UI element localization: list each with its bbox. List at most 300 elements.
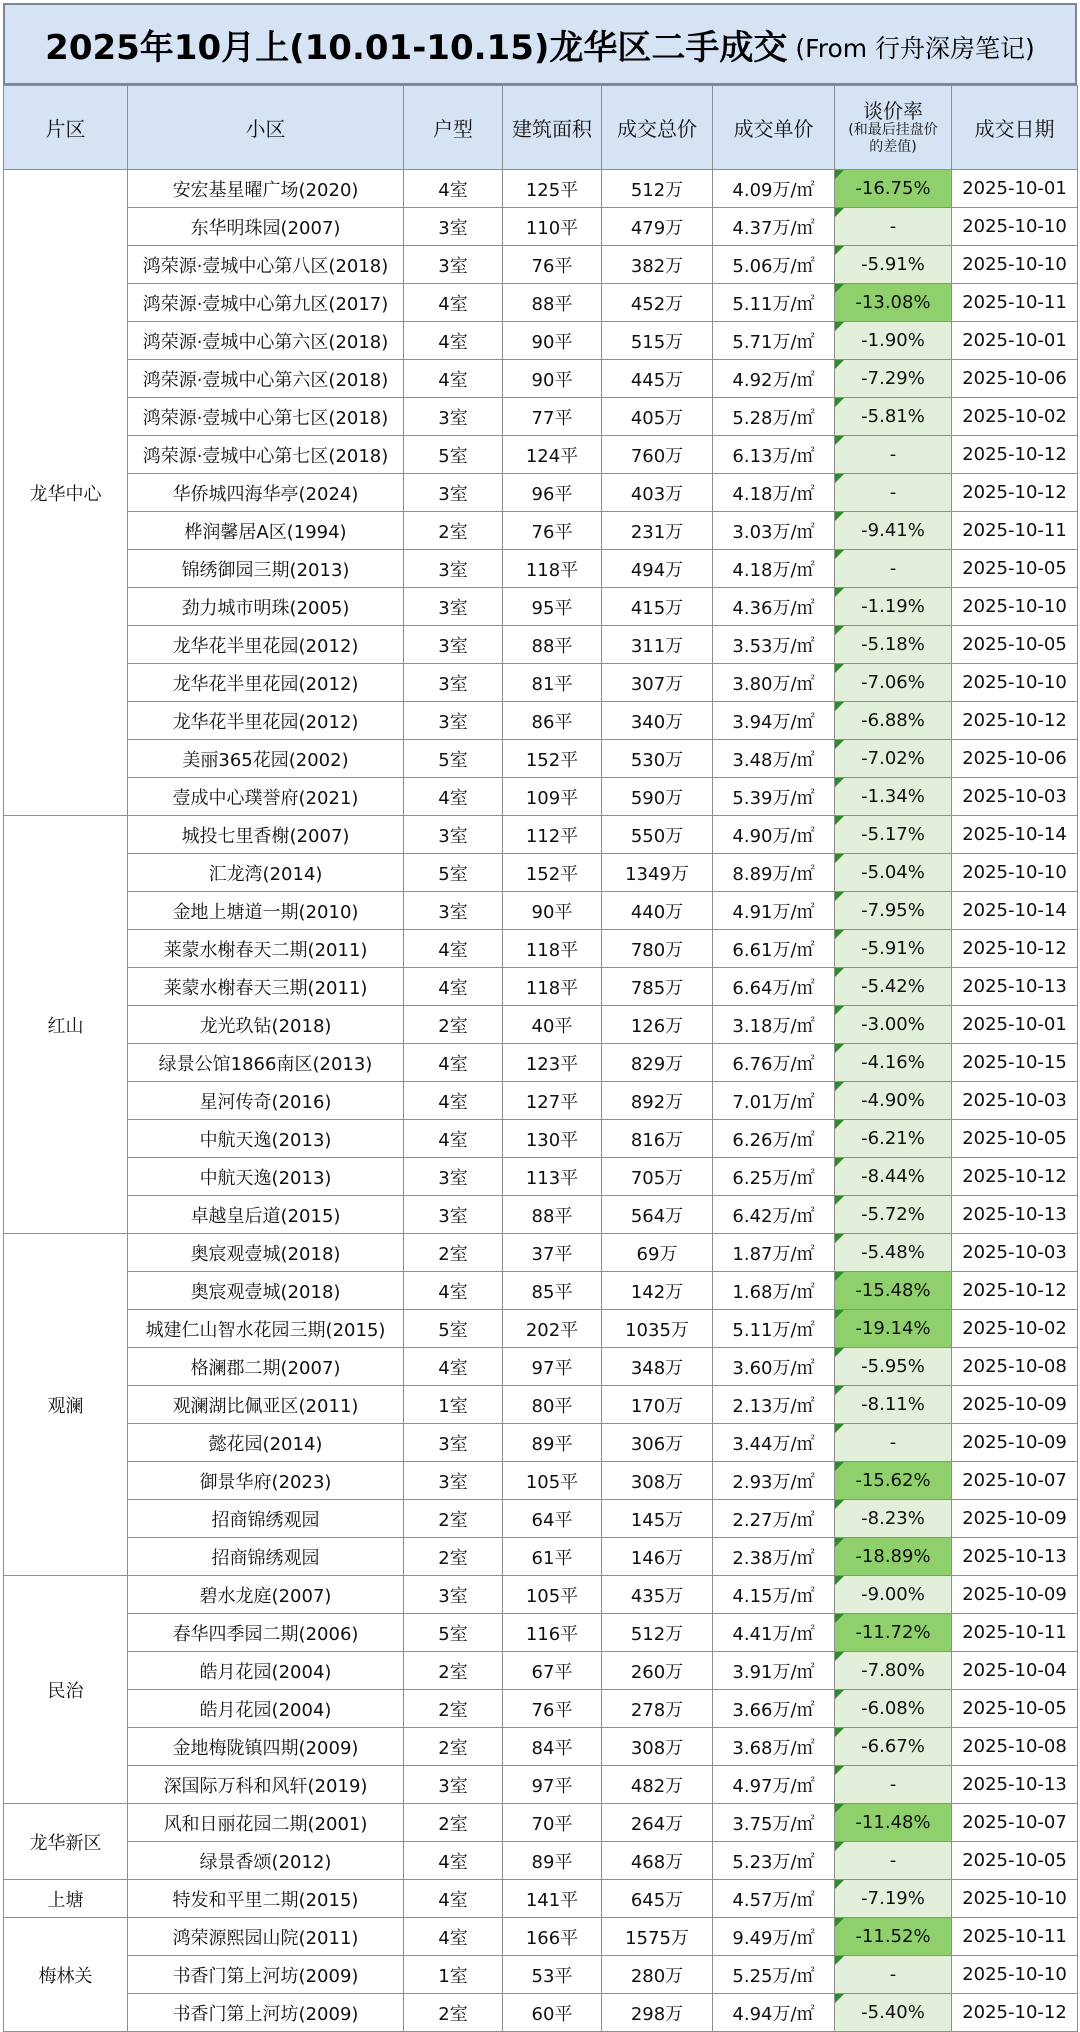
date-cell: 2025-10-11 bbox=[952, 1918, 1078, 1956]
layout-cell: 3室 bbox=[404, 1462, 503, 1500]
total-price-cell: 278万 bbox=[602, 1690, 713, 1728]
district-cell: 红山 bbox=[4, 816, 128, 1234]
table-row bbox=[4, 360, 1078, 398]
unit-price-cell: 1.87万/㎡ bbox=[713, 1234, 835, 1272]
discount-cell bbox=[835, 474, 952, 512]
area-cell: 85平 bbox=[503, 1272, 602, 1310]
discount-cell bbox=[835, 1424, 952, 1462]
total-price-cell: 590万 bbox=[602, 778, 713, 816]
comment-marker-icon bbox=[835, 1538, 844, 1547]
area-cell: 109平 bbox=[503, 778, 602, 816]
district-cell: 观澜 bbox=[4, 1234, 128, 1576]
unit-price-cell: 3.80万/㎡ bbox=[713, 664, 835, 702]
community-cell: 华侨城四海华亭(2024) bbox=[128, 474, 404, 512]
page-title: 2025年10月上(10.01-10.15)龙华区二手成交 bbox=[45, 27, 788, 68]
area-cell: 88平 bbox=[503, 284, 602, 322]
discount-cell bbox=[835, 930, 952, 968]
discount-value: -13.08% bbox=[855, 292, 931, 313]
total-price-cell: 260万 bbox=[602, 1652, 713, 1690]
comment-marker-icon bbox=[835, 1006, 844, 1015]
header-discount bbox=[835, 86, 952, 170]
area-cell: 118平 bbox=[503, 550, 602, 588]
total-price-cell: 264万 bbox=[602, 1804, 713, 1842]
discount-value: -7.06% bbox=[861, 672, 925, 693]
unit-price-cell: 3.60万/㎡ bbox=[713, 1348, 835, 1386]
area-cell: 125平 bbox=[503, 170, 602, 208]
discount-cell bbox=[835, 1956, 952, 1994]
community-cell: 观澜湖比佩亚区(2011) bbox=[128, 1386, 404, 1424]
comment-marker-icon bbox=[835, 1082, 844, 1091]
discount-cell bbox=[835, 740, 952, 778]
area-cell: 118平 bbox=[503, 968, 602, 1006]
total-price-cell: 142万 bbox=[602, 1272, 713, 1310]
comment-marker-icon bbox=[835, 1728, 844, 1737]
comment-marker-icon bbox=[835, 1462, 844, 1471]
discount-value: - bbox=[889, 558, 897, 579]
total-price-cell: 405万 bbox=[602, 398, 713, 436]
community-cell: 风和日丽花园二期(2001) bbox=[128, 1804, 404, 1842]
area-cell: 76平 bbox=[503, 246, 602, 284]
layout-cell: 4室 bbox=[404, 778, 503, 816]
table-row bbox=[4, 1842, 1078, 1880]
comment-marker-icon bbox=[835, 968, 844, 977]
date-cell: 2025-10-10 bbox=[952, 1880, 1078, 1918]
discount-value: -6.67% bbox=[861, 1736, 925, 1757]
total-price-cell: 645万 bbox=[602, 1880, 713, 1918]
layout-cell: 4室 bbox=[404, 930, 503, 968]
comment-marker-icon bbox=[835, 1614, 844, 1623]
layout-cell: 3室 bbox=[404, 664, 503, 702]
community-cell: 春华四季园二期(2006) bbox=[128, 1614, 404, 1652]
date-cell: 2025-10-04 bbox=[952, 1652, 1078, 1690]
community-cell: 鸿荣源熙园山院(2011) bbox=[128, 1918, 404, 1956]
header-discount-note1: (和最后挂盘价 bbox=[848, 121, 938, 138]
discount-value: -6.21% bbox=[861, 1128, 925, 1149]
discount-value: -5.95% bbox=[861, 1356, 925, 1377]
table-row bbox=[4, 702, 1078, 740]
unit-price-cell: 2.38万/㎡ bbox=[713, 1538, 835, 1576]
comment-marker-icon bbox=[835, 170, 844, 179]
community-cell: 深国际万科和风轩(2019) bbox=[128, 1766, 404, 1804]
date-cell: 2025-10-09 bbox=[952, 1500, 1078, 1538]
discount-value: - bbox=[889, 482, 897, 503]
table-row bbox=[4, 1500, 1078, 1538]
comment-marker-icon bbox=[835, 1424, 844, 1433]
discount-cell bbox=[835, 778, 952, 816]
table-row bbox=[4, 1918, 1078, 1956]
community-cell: 桦润馨居A区(1994) bbox=[128, 512, 404, 550]
total-price-cell: 311万 bbox=[602, 626, 713, 664]
comment-marker-icon bbox=[835, 1196, 844, 1205]
district-cell: 上塘 bbox=[4, 1880, 128, 1918]
layout-cell: 2室 bbox=[404, 1994, 503, 2032]
table-row bbox=[4, 1690, 1078, 1728]
discount-value: -3.00% bbox=[861, 1014, 925, 1035]
table-row bbox=[4, 474, 1078, 512]
discount-value: -9.00% bbox=[861, 1584, 925, 1605]
area-cell: 60平 bbox=[503, 1994, 602, 2032]
total-price-cell: 780万 bbox=[602, 930, 713, 968]
community-cell: 绿景香颂(2012) bbox=[128, 1842, 404, 1880]
total-price-cell: 440万 bbox=[602, 892, 713, 930]
date-cell: 2025-10-14 bbox=[952, 892, 1078, 930]
layout-cell: 2室 bbox=[404, 512, 503, 550]
date-cell: 2025-10-05 bbox=[952, 626, 1078, 664]
area-cell: 61平 bbox=[503, 1538, 602, 1576]
date-cell: 2025-10-13 bbox=[952, 1196, 1078, 1234]
discount-cell bbox=[835, 322, 952, 360]
discount-value: -5.17% bbox=[861, 824, 925, 845]
date-cell: 2025-10-02 bbox=[952, 1310, 1078, 1348]
community-cell: 书香门第上河坊(2009) bbox=[128, 1956, 404, 1994]
unit-price-cell: 8.89万/㎡ bbox=[713, 854, 835, 892]
date-cell: 2025-10-08 bbox=[952, 1348, 1078, 1386]
unit-price-cell: 4.91万/㎡ bbox=[713, 892, 835, 930]
comment-marker-icon bbox=[835, 1956, 844, 1965]
discount-value: -9.41% bbox=[861, 520, 925, 541]
layout-cell: 4室 bbox=[404, 1044, 503, 1082]
discount-value: -18.89% bbox=[855, 1546, 931, 1567]
total-price-cell: 515万 bbox=[602, 322, 713, 360]
unit-price-cell: 2.93万/㎡ bbox=[713, 1462, 835, 1500]
community-cell: 莱蒙水榭春天三期(2011) bbox=[128, 968, 404, 1006]
unit-price-cell: 5.25万/㎡ bbox=[713, 1956, 835, 1994]
area-cell: 86平 bbox=[503, 702, 602, 740]
table-row bbox=[4, 1120, 1078, 1158]
date-cell: 2025-10-13 bbox=[952, 1766, 1078, 1804]
community-cell: 懿花园(2014) bbox=[128, 1424, 404, 1462]
area-cell: 70平 bbox=[503, 1804, 602, 1842]
area-cell: 89平 bbox=[503, 1424, 602, 1462]
comment-marker-icon bbox=[835, 1386, 844, 1395]
date-cell: 2025-10-07 bbox=[952, 1804, 1078, 1842]
layout-cell: 3室 bbox=[404, 1196, 503, 1234]
total-price-cell: 308万 bbox=[602, 1728, 713, 1766]
area-cell: 95平 bbox=[503, 588, 602, 626]
area-cell: 40平 bbox=[503, 1006, 602, 1044]
area-cell: 89平 bbox=[503, 1842, 602, 1880]
header-district: 片区 bbox=[4, 86, 128, 170]
total-price-cell: 892万 bbox=[602, 1082, 713, 1120]
discount-value: -5.42% bbox=[861, 976, 925, 997]
discount-cell bbox=[835, 1728, 952, 1766]
comment-marker-icon bbox=[835, 208, 844, 217]
total-price-cell: 280万 bbox=[602, 1956, 713, 1994]
discount-value: -8.11% bbox=[861, 1394, 925, 1415]
comment-marker-icon bbox=[835, 1690, 844, 1699]
unit-price-cell: 4.36万/㎡ bbox=[713, 588, 835, 626]
unit-price-cell: 5.28万/㎡ bbox=[713, 398, 835, 436]
table-row bbox=[4, 854, 1078, 892]
total-price-cell: 298万 bbox=[602, 1994, 713, 2032]
community-cell: 招商锦绣观园 bbox=[128, 1500, 404, 1538]
comment-marker-icon bbox=[835, 246, 844, 255]
table-row bbox=[4, 1082, 1078, 1120]
page-subtitle: (From 行舟深房笔记) bbox=[795, 34, 1035, 63]
comment-marker-icon bbox=[835, 1348, 844, 1357]
layout-cell: 5室 bbox=[404, 436, 503, 474]
community-cell: 鸿荣源·壹城中心第七区(2018) bbox=[128, 398, 404, 436]
unit-price-cell: 2.13万/㎡ bbox=[713, 1386, 835, 1424]
discount-cell bbox=[835, 398, 952, 436]
area-cell: 88平 bbox=[503, 1196, 602, 1234]
area-cell: 127平 bbox=[503, 1082, 602, 1120]
community-cell: 汇龙湾(2014) bbox=[128, 854, 404, 892]
date-cell: 2025-10-12 bbox=[952, 1994, 1078, 2032]
layout-cell: 3室 bbox=[404, 208, 503, 246]
unit-price-cell: 3.18万/㎡ bbox=[713, 1006, 835, 1044]
total-price-cell: 348万 bbox=[602, 1348, 713, 1386]
unit-price-cell: 2.27万/㎡ bbox=[713, 1500, 835, 1538]
comment-marker-icon bbox=[835, 322, 844, 331]
unit-price-cell: 6.13万/㎡ bbox=[713, 436, 835, 474]
title-bar bbox=[3, 3, 1077, 85]
total-price-cell: 340万 bbox=[602, 702, 713, 740]
discount-value: -8.44% bbox=[861, 1166, 925, 1187]
comment-marker-icon bbox=[835, 1766, 844, 1775]
discount-value: -6.88% bbox=[861, 710, 925, 731]
comment-marker-icon bbox=[835, 892, 844, 901]
date-cell: 2025-10-12 bbox=[952, 702, 1078, 740]
layout-cell: 4室 bbox=[404, 322, 503, 360]
total-price-cell: 452万 bbox=[602, 284, 713, 322]
comment-marker-icon bbox=[835, 664, 844, 673]
area-cell: 53平 bbox=[503, 1956, 602, 1994]
layout-cell: 4室 bbox=[404, 1120, 503, 1158]
comment-marker-icon bbox=[835, 1158, 844, 1167]
area-cell: 90平 bbox=[503, 892, 602, 930]
total-price-cell: 705万 bbox=[602, 1158, 713, 1196]
date-cell: 2025-10-15 bbox=[952, 1044, 1078, 1082]
layout-cell: 5室 bbox=[404, 854, 503, 892]
discount-value: -5.48% bbox=[861, 1242, 925, 1263]
discount-value: -11.52% bbox=[855, 1926, 931, 1947]
layout-cell: 4室 bbox=[404, 1918, 503, 1956]
date-cell: 2025-10-02 bbox=[952, 398, 1078, 436]
layout-cell: 3室 bbox=[404, 1424, 503, 1462]
discount-value: -7.95% bbox=[861, 900, 925, 921]
total-price-cell: 482万 bbox=[602, 1766, 713, 1804]
layout-cell: 4室 bbox=[404, 1880, 503, 1918]
table-row bbox=[4, 1538, 1078, 1576]
date-cell: 2025-10-11 bbox=[952, 1614, 1078, 1652]
area-cell: 123平 bbox=[503, 1044, 602, 1082]
area-cell: 116平 bbox=[503, 1614, 602, 1652]
discount-cell bbox=[835, 588, 952, 626]
discount-cell bbox=[835, 1538, 952, 1576]
community-cell: 特发和平里二期(2015) bbox=[128, 1880, 404, 1918]
date-cell: 2025-10-01 bbox=[952, 1006, 1078, 1044]
layout-cell: 3室 bbox=[404, 1766, 503, 1804]
comment-marker-icon bbox=[835, 1880, 844, 1889]
comment-marker-icon bbox=[835, 854, 844, 863]
layout-cell: 5室 bbox=[404, 1614, 503, 1652]
date-cell: 2025-10-11 bbox=[952, 512, 1078, 550]
total-price-cell: 382万 bbox=[602, 246, 713, 284]
date-cell: 2025-10-12 bbox=[952, 436, 1078, 474]
total-price-cell: 308万 bbox=[602, 1462, 713, 1500]
date-cell: 2025-10-05 bbox=[952, 550, 1078, 588]
area-cell: 81平 bbox=[503, 664, 602, 702]
area-cell: 202平 bbox=[503, 1310, 602, 1348]
district-cell: 民治 bbox=[4, 1576, 128, 1804]
discount-value: -5.72% bbox=[861, 1204, 925, 1225]
comment-marker-icon bbox=[835, 702, 844, 711]
unit-price-cell: 6.64万/㎡ bbox=[713, 968, 835, 1006]
layout-cell: 4室 bbox=[404, 968, 503, 1006]
total-price-cell: 1349万 bbox=[602, 854, 713, 892]
area-cell: 141平 bbox=[503, 1880, 602, 1918]
unit-price-cell: 1.68万/㎡ bbox=[713, 1272, 835, 1310]
discount-value: -15.48% bbox=[855, 1280, 931, 1301]
community-cell: 皓月花园(2004) bbox=[128, 1652, 404, 1690]
unit-price-cell: 4.15万/㎡ bbox=[713, 1576, 835, 1614]
header-unit: 成交单价 bbox=[713, 86, 835, 170]
area-cell: 37平 bbox=[503, 1234, 602, 1272]
date-cell: 2025-10-05 bbox=[952, 1120, 1078, 1158]
discount-cell bbox=[835, 1044, 952, 1082]
total-price-cell: 126万 bbox=[602, 1006, 713, 1044]
table-row bbox=[4, 208, 1078, 246]
date-cell: 2025-10-10 bbox=[952, 588, 1078, 626]
date-cell: 2025-10-13 bbox=[952, 968, 1078, 1006]
table-row bbox=[4, 246, 1078, 284]
unit-price-cell: 7.01万/㎡ bbox=[713, 1082, 835, 1120]
area-cell: 64平 bbox=[503, 1500, 602, 1538]
discount-value: -1.19% bbox=[861, 596, 925, 617]
unit-price-cell: 5.71万/㎡ bbox=[713, 322, 835, 360]
unit-price-cell: 6.26万/㎡ bbox=[713, 1120, 835, 1158]
unit-price-cell: 3.91万/㎡ bbox=[713, 1652, 835, 1690]
table-row bbox=[4, 1158, 1078, 1196]
community-cell: 莱蒙水榭春天二期(2011) bbox=[128, 930, 404, 968]
area-cell: 76平 bbox=[503, 512, 602, 550]
unit-price-cell: 3.44万/㎡ bbox=[713, 1424, 835, 1462]
total-price-cell: 1575万 bbox=[602, 1918, 713, 1956]
date-cell: 2025-10-05 bbox=[952, 1842, 1078, 1880]
table-row bbox=[4, 550, 1078, 588]
unit-price-cell: 3.48万/㎡ bbox=[713, 740, 835, 778]
layout-cell: 2室 bbox=[404, 1728, 503, 1766]
table-row bbox=[4, 284, 1078, 322]
table-row bbox=[4, 664, 1078, 702]
discount-value: -16.75% bbox=[855, 178, 931, 199]
community-cell: 奥宸观壹城(2018) bbox=[128, 1234, 404, 1272]
discount-value: - bbox=[889, 1964, 897, 1985]
area-cell: 97平 bbox=[503, 1348, 602, 1386]
comment-marker-icon bbox=[835, 1310, 844, 1319]
table-row bbox=[4, 892, 1078, 930]
date-cell: 2025-10-10 bbox=[952, 208, 1078, 246]
date-cell: 2025-10-10 bbox=[952, 854, 1078, 892]
discount-value: - bbox=[889, 444, 897, 465]
date-cell: 2025-10-12 bbox=[952, 474, 1078, 512]
table-row bbox=[4, 1386, 1078, 1424]
date-cell: 2025-10-12 bbox=[952, 1272, 1078, 1310]
discount-value: -5.04% bbox=[861, 862, 925, 883]
discount-cell bbox=[835, 246, 952, 284]
discount-value: -5.18% bbox=[861, 634, 925, 655]
area-cell: 124平 bbox=[503, 436, 602, 474]
table-row bbox=[4, 1272, 1078, 1310]
total-price-cell: 550万 bbox=[602, 816, 713, 854]
discount-cell bbox=[835, 1120, 952, 1158]
layout-cell: 3室 bbox=[404, 398, 503, 436]
table-row bbox=[4, 1766, 1078, 1804]
discount-cell bbox=[835, 1804, 952, 1842]
total-price-cell: 403万 bbox=[602, 474, 713, 512]
community-cell: 安宏基星曜广场(2020) bbox=[128, 170, 404, 208]
unit-price-cell: 4.97万/㎡ bbox=[713, 1766, 835, 1804]
table-row bbox=[4, 588, 1078, 626]
date-cell: 2025-10-10 bbox=[952, 246, 1078, 284]
layout-cell: 4室 bbox=[404, 1348, 503, 1386]
date-cell: 2025-10-05 bbox=[952, 1690, 1078, 1728]
layout-cell: 3室 bbox=[404, 816, 503, 854]
comment-marker-icon bbox=[835, 1234, 844, 1243]
layout-cell: 4室 bbox=[404, 1272, 503, 1310]
transaction-table bbox=[3, 85, 1078, 2032]
community-cell: 龙华花半里花园(2012) bbox=[128, 626, 404, 664]
comment-marker-icon bbox=[835, 1918, 844, 1927]
area-cell: 67平 bbox=[503, 1652, 602, 1690]
date-cell: 2025-10-06 bbox=[952, 740, 1078, 778]
layout-cell: 3室 bbox=[404, 626, 503, 664]
area-cell: 84平 bbox=[503, 1728, 602, 1766]
total-price-cell: 468万 bbox=[602, 1842, 713, 1880]
community-cell: 劲力城市明珠(2005) bbox=[128, 588, 404, 626]
date-cell: 2025-10-03 bbox=[952, 1234, 1078, 1272]
date-cell: 2025-10-03 bbox=[952, 778, 1078, 816]
discount-cell bbox=[835, 512, 952, 550]
area-cell: 152平 bbox=[503, 740, 602, 778]
layout-cell: 5室 bbox=[404, 1310, 503, 1348]
community-cell: 星河传奇(2016) bbox=[128, 1082, 404, 1120]
layout-cell: 2室 bbox=[404, 1804, 503, 1842]
layout-cell: 3室 bbox=[404, 588, 503, 626]
date-cell: 2025-10-14 bbox=[952, 816, 1078, 854]
discount-value: -7.19% bbox=[861, 1888, 925, 1909]
community-cell: 龙华花半里花园(2012) bbox=[128, 664, 404, 702]
discount-cell bbox=[835, 1614, 952, 1652]
discount-value: -15.62% bbox=[855, 1470, 931, 1491]
community-cell: 鸿荣源·壹城中心第六区(2018) bbox=[128, 322, 404, 360]
unit-price-cell: 5.23万/㎡ bbox=[713, 1842, 835, 1880]
header-discount-label: 谈价率 bbox=[863, 98, 923, 123]
discount-value: -4.16% bbox=[861, 1052, 925, 1073]
area-cell: 90平 bbox=[503, 322, 602, 360]
comment-marker-icon bbox=[835, 1044, 844, 1053]
discount-cell bbox=[835, 1766, 952, 1804]
unit-price-cell: 3.53万/㎡ bbox=[713, 626, 835, 664]
date-cell: 2025-10-12 bbox=[952, 1158, 1078, 1196]
comment-marker-icon bbox=[835, 778, 844, 787]
discount-cell bbox=[835, 854, 952, 892]
date-cell: 2025-10-09 bbox=[952, 1386, 1078, 1424]
date-cell: 2025-10-08 bbox=[952, 1728, 1078, 1766]
community-cell: 金地上塘道一期(2010) bbox=[128, 892, 404, 930]
total-price-cell: 760万 bbox=[602, 436, 713, 474]
community-cell: 御景华府(2023) bbox=[128, 1462, 404, 1500]
table-row bbox=[4, 436, 1078, 474]
header-community: 小区 bbox=[128, 86, 404, 170]
layout-cell: 4室 bbox=[404, 1082, 503, 1120]
discount-cell bbox=[835, 1690, 952, 1728]
header-row bbox=[4, 86, 1078, 170]
area-cell: 80平 bbox=[503, 1386, 602, 1424]
discount-cell bbox=[835, 360, 952, 398]
discount-value: -5.91% bbox=[861, 938, 925, 959]
